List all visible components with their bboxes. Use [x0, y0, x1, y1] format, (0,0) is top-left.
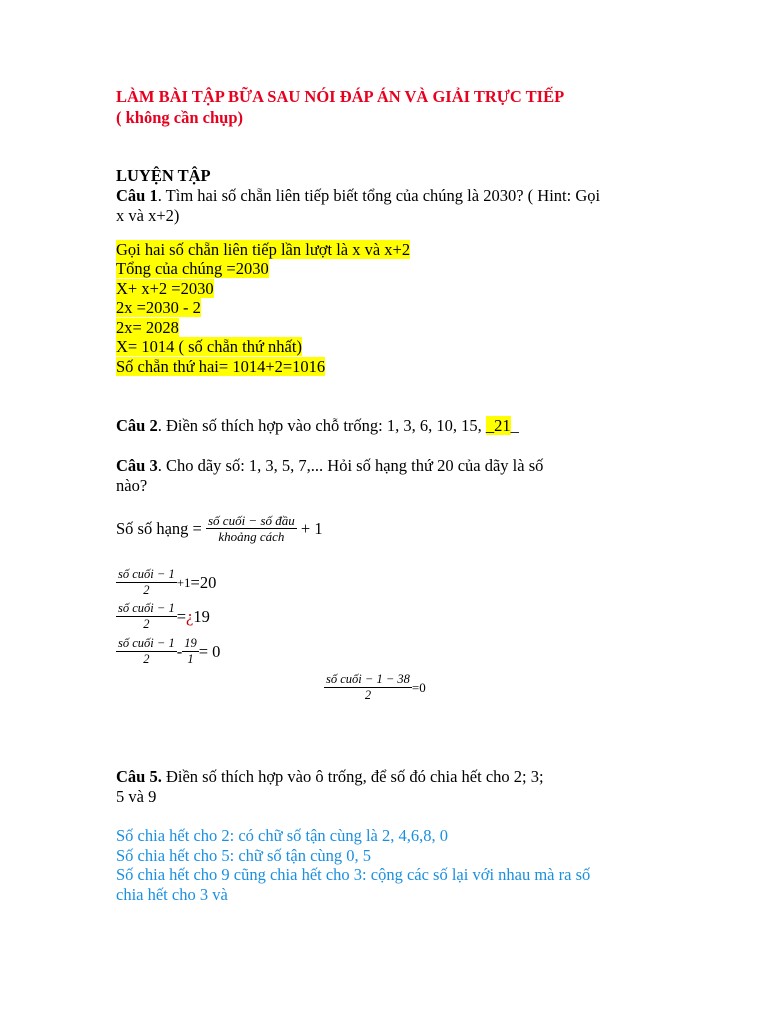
question-5-answer-line: Số chia hết cho 2: có chữ số tận cùng là 2, 4,6,8, 0: [116, 826, 448, 845]
question-1-answer-line: X= 1014 ( số chẵn thứ nhất): [116, 337, 302, 356]
question-1-answer-line: X+ x+2 =2030: [116, 279, 214, 298]
page-subtitle: ( không cần chụp): [116, 108, 243, 127]
question-5-text-line2: 5 và 9: [116, 787, 157, 806]
question-1: [116, 186, 600, 206]
question-1-text: . Tìm hai số chẵn liên tiếp biết tổng của chúng là 2030? ( Hint: Gọi: [157, 186, 601, 205]
equation-1: $\frac{\text{số cuối − 1}}{2}$ +1=20: [118, 567, 217, 597]
question-3-label: Câu 3: [116, 456, 158, 475]
question-5-answer-line: Số chia hết cho 9 cũng chia hết cho 3: cộng các số lại với nhau mà ra số: [116, 865, 591, 884]
question-mark-glyph: ¿: [186, 606, 194, 626]
question-3: [116, 456, 543, 476]
formula-number-of-terms: Số số hạng = $\frac{\text{số cuối − số đầu}}{\text{khoảng cách}}$ + 1: [116, 513, 323, 544]
question-5-label: Câu 5.: [116, 767, 162, 786]
section-title: LUYỆN TẬP: [116, 166, 211, 185]
question-1-answer-line: Tổng của chúng =2030: [116, 259, 269, 278]
page-title: LÀM BÀI TẬP BỮA SAU NÓI ĐÁP ÁN VÀ GIẢI TRỰC TIẾP: [116, 87, 565, 106]
equation-2: $\frac{\text{số cuối − 1}}{2}$ =¿19: [118, 601, 210, 631]
question-3-text-line2: nào?: [116, 476, 148, 495]
question-5: [116, 767, 544, 787]
question-3-text: . Cho dãy số: 1, 3, 5, 7,... Hỏi số hạng thứ 20 của dãy là số: [157, 456, 544, 475]
question-2-label: Câu 2: [116, 416, 158, 435]
question-1-text-line2: x và x+2): [116, 206, 180, 225]
question-2-text: . Điền số thích hợp vào chỗ trống: 1, 3, 6, 10, 15,: [157, 416, 486, 435]
question-1-answer-line: 2x= 2028: [116, 318, 179, 337]
question-2: Câu 2. Điền số thích hợp vào chỗ trống: 1, 3, 6, 10, 15, _21_: [116, 416, 519, 435]
question-1-answer-line: 2x =2030 - 2: [116, 298, 201, 317]
question-2-answer: _21: [485, 416, 511, 435]
question-5-answer-line: chia hết cho 3 và: [116, 885, 228, 904]
formula-fraction: $\frac{\text{số cuối − số đầu}}{\text{khoảng cách}}$: [207, 513, 295, 544]
question-1-label: Câu 1: [116, 186, 158, 205]
question-5-answer-line: Số chia hết cho 5: chữ số tận cùng 0, 5: [116, 846, 372, 865]
equation-3: $\frac{\text{số cuối − 1}}{2}$ - $\frac{19}{1}$ = 0: [118, 636, 221, 666]
equation-4: $\frac{\text{số cuối − 1 − 38}}{2}$ =0: [326, 672, 426, 702]
question-1-answer-line: Gọi hai số chẵn liên tiếp lần lượt là x và x+2: [116, 240, 411, 259]
question-5-text: Điền số thích hợp vào ô trống, để số đó chia hết cho 2; 3;: [161, 767, 544, 786]
question-1-answer-line: Số chẵn thứ hai= 1014+2=1016: [116, 357, 326, 376]
